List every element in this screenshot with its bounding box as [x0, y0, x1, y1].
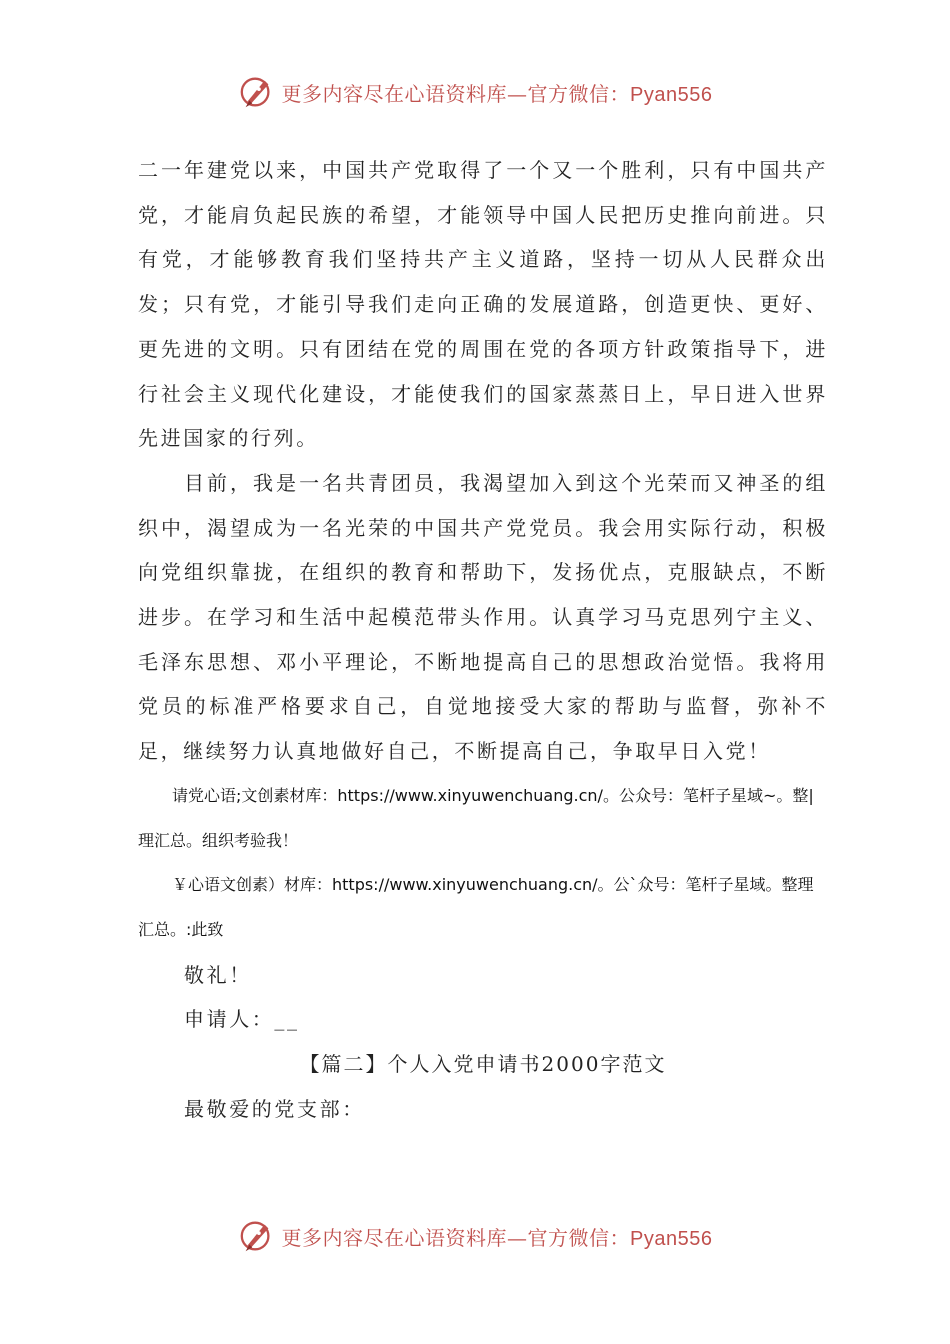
- watermark-note-2: ￥心语文创素）材库：https://www.xinyuwenchuang.cn/。公`众号：笔杆子星域。整理汇总。:此致: [138, 875, 814, 939]
- watermark-note-1: 请党心语;文创素材库：https://www.xinyuwenchuang.cn/。公众号：笔杆子星域~。整|理汇总。组织考验我！: [138, 785, 814, 850]
- applicant-line: 申请人：__: [184, 1007, 300, 1032]
- pen-nib-logo-icon: [238, 73, 276, 111]
- banner-wechat-id: Pyan556: [630, 83, 713, 106]
- paragraph-2: 目前，我是一名共青团员，我渴望加入到这个光荣而又神圣的组织中，渴望成为一名光荣的中国共产党党员。我会用实际行动，积极向党组织靠拢，在组织的教育和帮助下，发扬优点，克服缺点，不断进步。在学习和生活中起模范带头作用。认真学习马克思列宁主义、毛泽东思想、邓小平理论，不断地提高自己的思想政治觉悟。我将用党员的标准严格要求自己，自觉地接受大家的帮助与监督，弥补不足，继续努力认真地做好自己，不断提高自己，争取早日入党！: [138, 470, 828, 764]
- greeting-line: 最敬爱的党支部：: [184, 1096, 365, 1121]
- banner-text: [282, 78, 713, 107]
- pen-nib-logo-icon: [238, 1217, 276, 1255]
- closing-salute: 敬礼！: [184, 962, 252, 987]
- banner-caption: 更多内容尽在心语资料库—官方微信：: [281, 81, 631, 106]
- section-heading: 【篇二】个人入党申请书2000字范文: [299, 1052, 667, 1077]
- document-body: [138, 148, 828, 1131]
- banner-wechat-id: Pyan556: [630, 1227, 713, 1250]
- footer-banner: [0, 1214, 950, 1258]
- paragraph-1: 二一年建党以来，中国共产党取得了一个又一个胜利，只有中国共产党，才能肩负起民族的希望，才能领导中国人民把历史推向前进。只有党，才能够教育我们坚持共产主义道路，坚持一切从人民群众出发；只有党，才能引导我们走向正确的发展道路，创造更快、更好、更先进的文明。只有团结在党的周围在党的各项方针政策指导下，进行社会主义现代化建设，才能使我们的国家蒸蒸日上，早日进入世界先进国家的行列。: [138, 158, 828, 451]
- banner-caption: 更多内容尽在心语资料库—官方微信：: [281, 1225, 631, 1250]
- header-banner: [0, 70, 950, 114]
- banner-text: [282, 1222, 713, 1251]
